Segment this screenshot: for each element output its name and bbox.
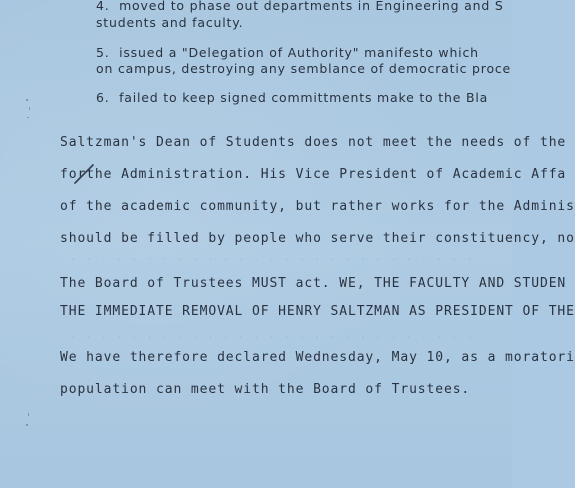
list-item-5-line-1: 5. issued a "Delegation of Authority" manifesto which bbox=[96, 45, 479, 60]
paragraph-1-line-3: of the academic community, but rather works for the Adminis bbox=[60, 199, 575, 214]
list-item-6-line-1: 6. failed to keep signed committments make to the Bla bbox=[96, 90, 489, 105]
paragraph-2-line-1: The Board of Trustees MUST act. WE, THE FACULTY AND STUDEN bbox=[60, 276, 567, 291]
list-item-4-line-2: students and faculty. bbox=[96, 15, 244, 30]
paragraph-2-line-2: THE IMMEDIATE REMOVAL OF HENRY SALTZMAN AS PRESIDENT OF THE bbox=[60, 304, 575, 319]
paragraph-3-line-1: We have therefore declared Wednesday, May 10, as a moratori bbox=[60, 350, 575, 365]
paper-speckle bbox=[26, 410, 32, 440]
handwritten-correction-mark bbox=[72, 162, 98, 186]
list-item-4-line-1: 4. moved to phase out departments in Engineering and S bbox=[96, 0, 504, 13]
list-item-5-line-2: on campus, destroying any semblance of democratic proce bbox=[96, 61, 512, 76]
paragraph-1-line-4: should be filled by people who serve their constituency, no bbox=[60, 231, 575, 246]
bleed-through-text: . . . . . . . . . . . . . . . . . . . . . . . . . . . bbox=[70, 250, 474, 263]
paragraph-3-line-2: population can meet with the Board of Trustees. bbox=[60, 382, 471, 397]
paragraph-1-line-1: Saltzman's Dean of Students does not meet the needs of the bbox=[60, 135, 567, 150]
paper-speckle bbox=[26, 95, 32, 125]
bleed-through-text: . . . . . . . . . . . . . . . . . . . . . . . . . . . bbox=[70, 328, 474, 341]
paragraph-1-line-2: forthe Administration. His Vice President of Academic Affa bbox=[60, 167, 567, 182]
